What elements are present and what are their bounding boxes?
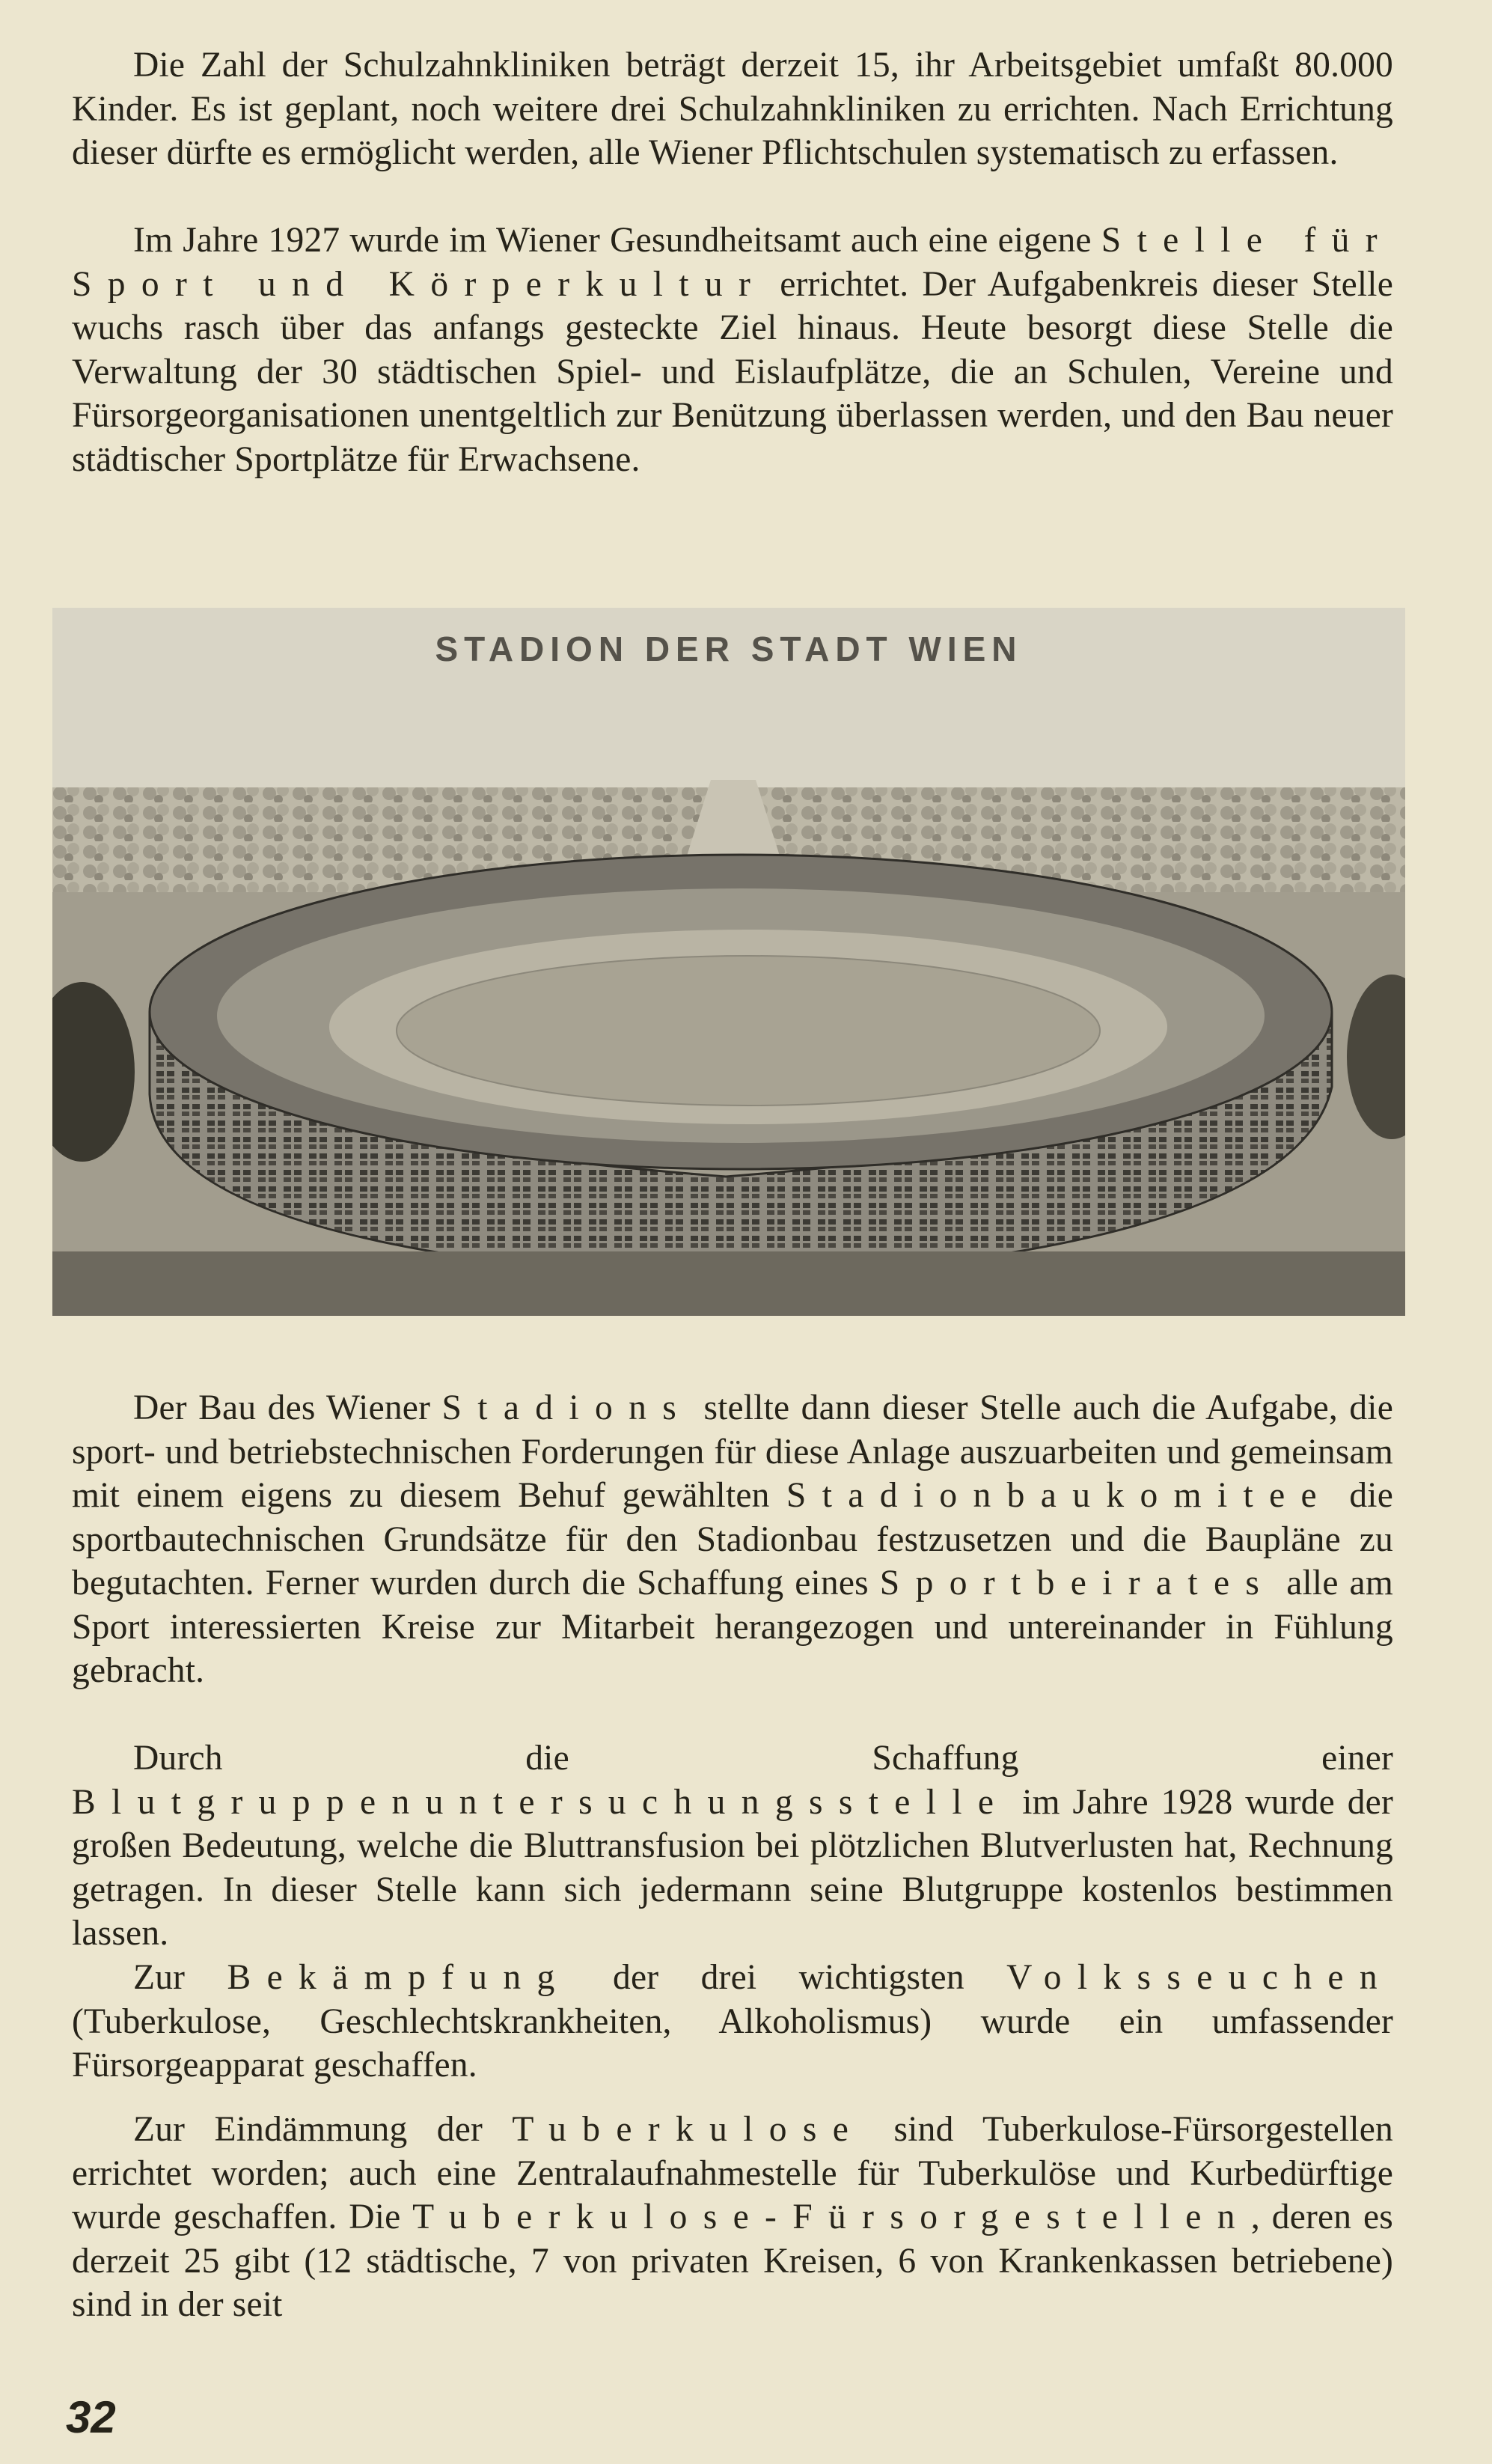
spaced-emphasis: Stadionbaukomitee: [786, 1476, 1333, 1515]
paragraph-epidemics: [72, 1956, 1393, 2088]
text-run: Durch die Schaffung einer: [133, 1739, 1393, 1778]
figure-caption: STADION DER STADT WIEN: [435, 629, 1023, 668]
spaced-emphasis: Tuberkulose: [512, 2110, 865, 2149]
foreground-shadow: [52, 1251, 1405, 1316]
page-number: 32: [66, 2392, 116, 2442]
spaced-emphasis: Sportbeirates: [879, 1564, 1276, 1602]
paragraph-sport-office: [72, 219, 1393, 481]
text-run: sind Tuberkulose-Fürsorgestellen errichtet worden; auch eine Zentralaufnahmestelle für Tuberkulöse und Kurbedürftige wurde geschaffen. Die: [72, 2110, 1393, 2236]
text-run: alle am Sport interessierten Kreise zur Mitarbeit herangezogen und untereinander in Fühlung gebracht.: [72, 1564, 1393, 1690]
text-run: stellte dann dieser Stelle auch die Aufgabe, die sport- und betriebstechnischen Forderungen für diese Anlage auszuarbeiten und gemeinsam mit einem eigens zu diesem Behuf gewählten: [72, 1388, 1393, 1515]
text-run: , deren es derzeit 25 gibt (12 städtische, 7 von privaten Kreisen, 6 von Krankenkassen betriebene) sind in der seit: [72, 2198, 1393, 2324]
stadium-drawing: [52, 608, 1405, 1316]
stadium-illustration: [52, 608, 1405, 1316]
text-run: (Tuberkulose, Geschlechtskrankheiten, Alkoholismus) wurde ein umfassender Fürsorgeapparat geschaffen.: [72, 2001, 1393, 2085]
spaced-emphasis: Blutgruppenuntersuchungsstelle: [72, 1782, 1010, 1822]
paragraph-blood-group-office: [72, 1736, 1393, 1956]
spaced-emphasis: Stelle für Sport und Körperkultur: [72, 221, 1393, 304]
spaced-emphasis: Stadions: [441, 1388, 693, 1427]
text-run: Zur Eindämmung der: [133, 2110, 513, 2149]
text-run: die sportbautechnischen Grundsätze für den Stadionbau festzusetzen und die Baupläne zu begutachten. Ferner wurden durch die Schaffung eines: [72, 1476, 1393, 1602]
paragraph-stadium-construction: [72, 1386, 1393, 1693]
spaced-emphasis: Volksseuchen: [1006, 1958, 1393, 1997]
text-run: Die Zahl der Schulzahnkliniken beträgt derzeit 15, ihr Arbeitsgebiet umfaßt 80.000 Kinder. Es ist geplant, noch weitere drei Schulzahnkliniken zu errichten. Nach Errichtung dieser dürfte es ermöglicht werden, alle Wiener Pflichtschulen systematisch zu erfassen.: [72, 46, 1393, 172]
paragraph-school-dental-clinics: [72, 43, 1393, 175]
text-run: errichtet. Der Aufgabenkreis dieser Stelle wuchs rasch über das anfangs gesteckte Ziel hinaus. Heute besorgt diese Stelle die Verwaltung der 30 städtischen Spiel- und Eislaufplätze, die an Schulen, Vereine und Fürsorgeorganisationen unentgeltlich zur Benützung überlassen werden, und den Bau neuer städtischer Sportplätze für Erwachsene.: [72, 264, 1393, 479]
text-run: Im Jahre 1927 wurde im Wiener Gesundheitsamt auch eine eigene: [133, 221, 1101, 260]
text-run: Zur: [133, 1958, 227, 1997]
text-run: Der Bau des Wiener: [133, 1388, 442, 1427]
paragraph-tuberculosis: [72, 2108, 1393, 2327]
text-run: im Jahre 1928 wurde der großen Bedeutung, welche die Bluttransfusion bei plötzlichen Blutverlusten hat, Rechnung getragen. In dieser Stelle kann sich jedermann seine Blutgruppe kostenlos bestimmen lassen.: [72, 1782, 1393, 1953]
playing-field: [397, 956, 1100, 1106]
spaced-emphasis: Bekämpfung: [227, 1958, 571, 1997]
text-run: der drei wichtigsten: [570, 1958, 1007, 1997]
spaced-emphasis: Tuberkulose-Fürsorgestellen: [412, 2198, 1251, 2236]
